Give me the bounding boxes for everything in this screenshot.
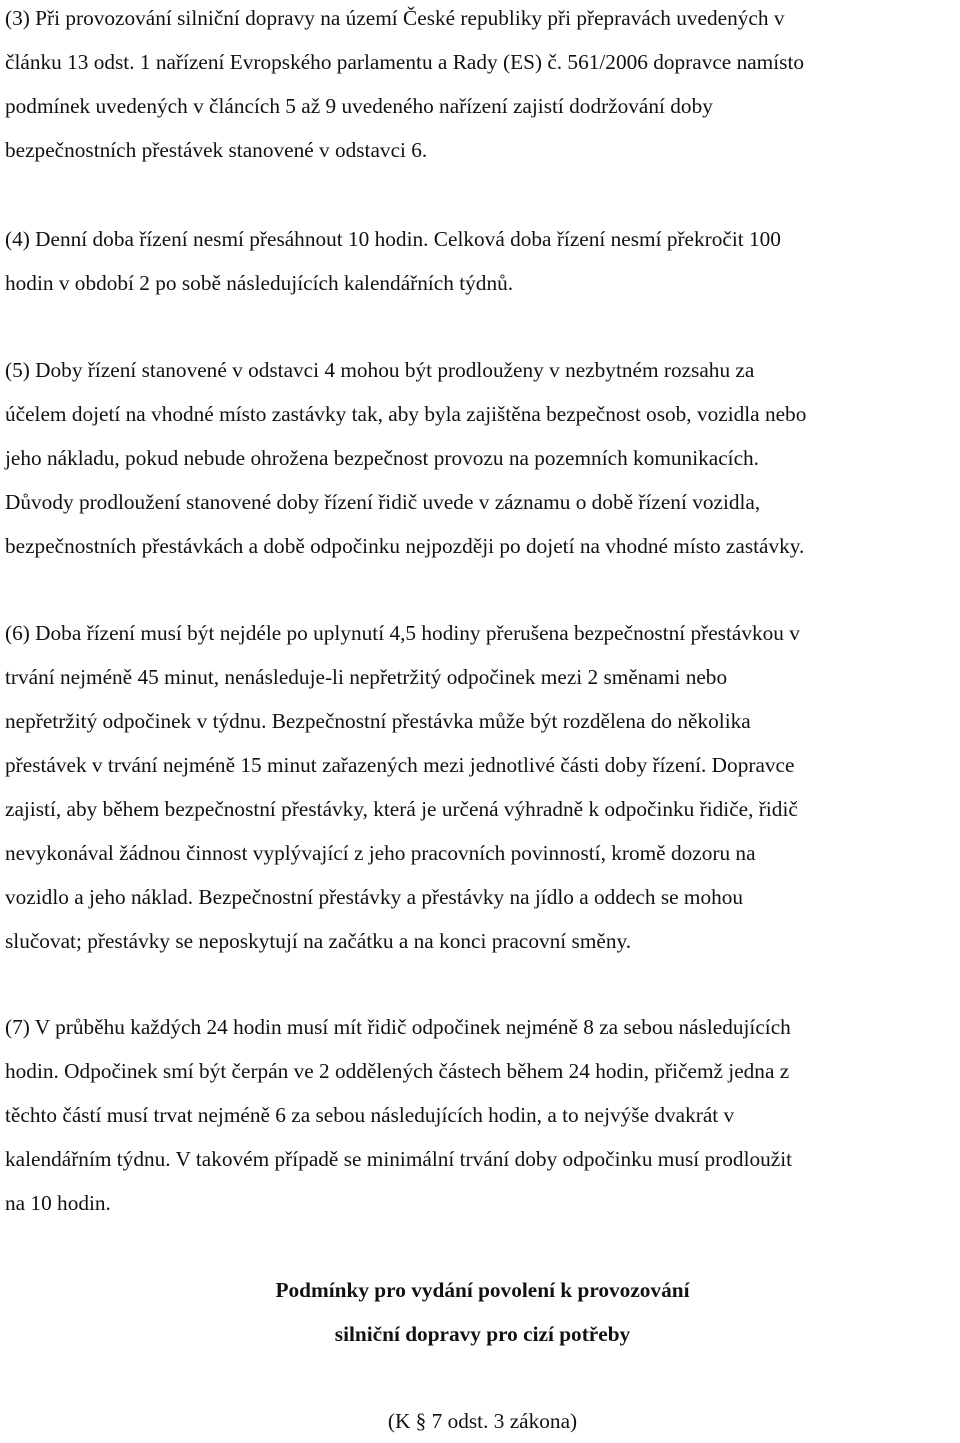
text-line: vozidlo a jeho náklad. Bezpečnostní přestávky a přestávky na jídlo a oddech se mohou — [5, 885, 744, 909]
text-line: bezpečnostních přestávek stanovené v odstavci 6. — [5, 138, 428, 162]
text-line: bezpečnostních přestávkách a době odpočinku nejpozději po dojetí na vhodné místo zastávky. — [5, 534, 805, 558]
text-line: účelem dojetí na vhodné místo zastávky tak, aby byla zajištěna bezpečnost osob, vozidla nebo — [5, 402, 807, 426]
text-line: kalendářním týdnu. V takovém případě se minimální trvání doby odpočinku musí prodloužit — [5, 1147, 793, 1171]
text-line: podmínek uvedených v článcích 5 až 9 uvedeného nařízení zajistí dodržování doby — [5, 94, 713, 118]
section-heading-line-2: silniční dopravy pro cizí potřeby — [334, 1322, 631, 1346]
text-line: zajistí, aby během bezpečnostní přestávky, která je určená výhradně k odpočinku řidiče, řidič — [5, 797, 798, 821]
text-line: (5) Doby řízení stanovené v odstavci 4 mohou být prodlouženy v nezbytném rozsahu za — [5, 358, 755, 382]
paragraph-5 — [5, 348, 806, 568]
text-line: (6) Doba řízení musí být nejdéle po uplynutí 4,5 hodiny přerušena bezpečnostní přestávkou v — [5, 621, 800, 645]
text-line: článku 13 odst. 1 nařízení Evropského parlamentu a Rady (ES) č. 561/2006 dopravce namísto — [5, 50, 805, 74]
text-line: Důvody prodloužení stanovené doby řízení řidič uvede v záznamu o době řízení vozidla, — [5, 490, 761, 514]
paragraph-6 — [5, 611, 800, 963]
paragraph-3 — [5, 0, 804, 172]
law-reference: (K § 7 odst. 3 zákona) — [387, 1409, 578, 1433]
text-line: hodin v období 2 po sobě následujících kalendářních týdnů. — [5, 271, 514, 295]
text-line: trvání nejméně 45 minut, nenásleduje-li nepřetržitý odpočinek mezi 2 směnami nebo — [5, 665, 728, 689]
paragraph-4 — [5, 217, 781, 305]
text-line: těchto částí musí trvat nejméně 6 za sebou následujících hodin, a to nejvýše dvakrát v — [5, 1103, 735, 1127]
text-line: (3) Při provozování silniční dopravy na území České republiky při přepravách uvedených v — [5, 6, 785, 30]
text-line: (7) V průběhu každých 24 hodin musí mít řidič odpočinek nejméně 8 za sebou následujících — [5, 1015, 791, 1039]
paragraph-7 — [5, 1005, 792, 1225]
text-line: přestávek v trvání nejméně 15 minut zařazených mezi jednotlivé části doby řízení. Dopravce — [5, 753, 795, 777]
text-line: nepřetržitý odpočinek v týdnu. Bezpečnostní přestávka může být rozdělena do několika — [5, 709, 751, 733]
text-line: na 10 hodin. — [5, 1191, 111, 1215]
text-line: jeho nákladu, pokud nebude ohrožena bezpečnost provozu na pozemních komunikacích. — [5, 446, 760, 470]
text-line: (4) Denní doba řízení nesmí přesáhnout 10 hodin. Celková doba řízení nesmí překročit 100 — [5, 227, 781, 251]
text-line: nevykonával žádnou činnost vyplývající z jeho pracovních povinností, kromě dozoru na — [5, 841, 756, 865]
text-line: slučovat; přestávky se neposkytují na začátku a na konci pracovní směny. — [5, 929, 632, 953]
text-line: hodin. Odpočinek smí být čerpán ve 2 oddělených částech během 24 hodin, přičemž jedna z — [5, 1059, 790, 1083]
section-heading-line-1: Podmínky pro vydání povolení k provozování — [275, 1278, 690, 1302]
